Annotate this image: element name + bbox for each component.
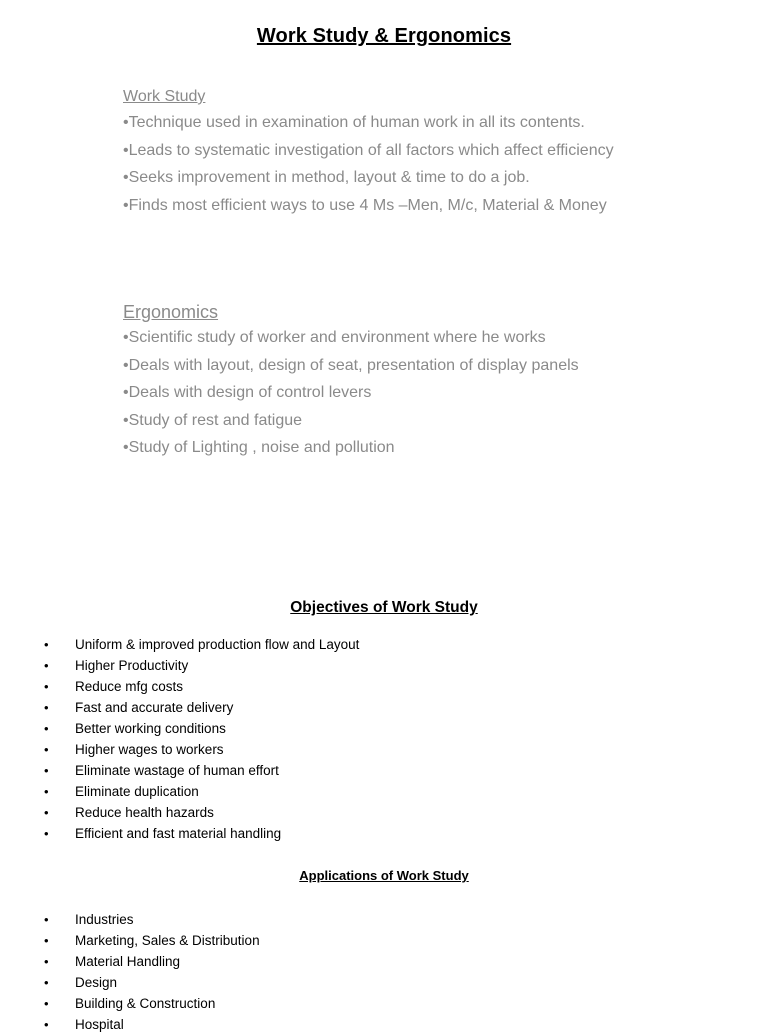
list-item-text: Eliminate duplication [75,784,199,799]
list-item-text: Reduce health hazards [75,805,214,820]
list-item-text: Hospital [75,1017,124,1032]
applications-title: Applications of Work Study [299,868,469,883]
list-item [0,823,700,844]
list-item [0,781,700,802]
ergonomics-section [123,300,663,465]
list-item [0,993,700,1014]
work-study-heading: Work Study [123,88,206,105]
bullet-dot: • [44,805,49,820]
list-item-text: Building & Construction [75,996,216,1011]
bullet-dot: • [44,954,49,969]
list-item [0,802,700,823]
list-item-text: Reduce mfg costs [75,679,184,694]
bullet-dot: • [44,700,49,715]
work-study-bullet: •Finds most efficient ways to use 4 Ms –Men, M/c, Material & Money [123,196,607,214]
list-item-text: Design [75,975,118,990]
list-item-text: Fast and accurate delivery [75,700,234,715]
list-item [0,739,700,760]
objectives-list [0,634,700,844]
ergonomics-bullet: •Study of Lighting , noise and pollution [123,439,395,456]
ergonomics-bullet: •Scientific study of worker and environment where he works [123,329,546,346]
list-item [0,676,700,697]
list-item-text: Eliminate wastage of human effort [75,763,279,778]
list-item [0,909,700,930]
list-item [0,697,700,718]
list-item-text: Industries [75,912,134,927]
page-title: Work Study & Ergonomics [256,25,512,47]
list-item-text: Higher Productivity [75,658,189,673]
bullet-dot: • [44,826,49,841]
list-item-text: Efficient and fast material handling [75,826,282,841]
applications-list [0,909,700,1035]
bullet-dot: • [44,763,49,778]
work-study-bullet: •Seeks improvement in method, layout & time to do a job. [123,169,530,186]
ergonomics-bullet: •Study of rest and fatigue [123,411,303,429]
list-item [0,951,700,972]
list-item [0,1014,700,1035]
bullet-dot: • [44,933,49,948]
bullet-dot: • [44,975,49,990]
list-item [0,655,700,676]
list-item [0,718,700,739]
bullet-dot: • [44,784,49,799]
list-item-text: Material Handling [75,954,181,969]
ergonomics-bullet: •Deals with design of control levers [123,384,372,401]
work-study-section [123,86,663,222]
list-item [0,760,700,781]
bullet-dot: • [44,637,49,652]
work-study-bullet: •Leads to systematic investigation of all factors which affect efficiency [123,141,614,159]
bullet-dot: • [44,679,49,694]
bullet-dot: • [44,658,49,673]
list-item [0,930,700,951]
bullet-dot: • [44,996,49,1011]
list-item [0,634,700,655]
list-item-text: Uniform & improved production flow and Layout [75,637,360,652]
ergonomics-bullet: •Deals with layout, design of seat, presentation of display panels [123,356,579,374]
bullet-dot: • [44,1017,49,1032]
bullet-dot: • [44,742,49,757]
ergonomics-heading: Ergonomics [123,302,219,322]
list-item [0,972,700,993]
objectives-title: Objectives of Work Study [290,599,478,616]
bullet-dot: • [44,912,49,927]
list-item-text: Better working conditions [75,721,226,736]
list-item-text: Marketing, Sales & Distribution [75,933,260,948]
list-item-text: Higher wages to workers [75,742,224,757]
bullet-dot: • [44,721,49,736]
work-study-bullet: •Technique used in examination of human work in all its contents. [123,114,585,131]
